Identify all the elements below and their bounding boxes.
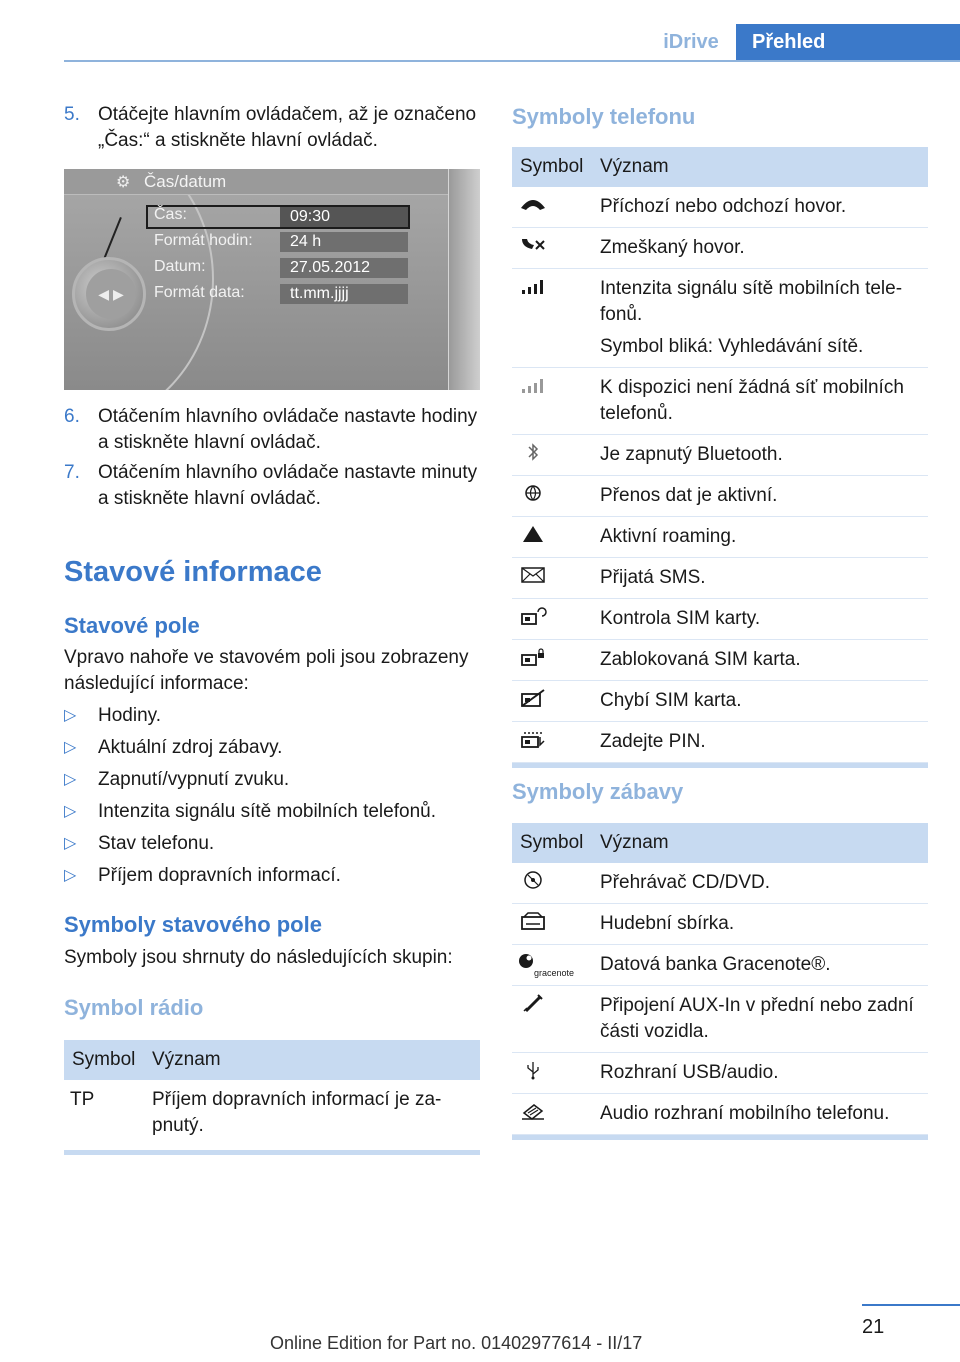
roaming-icon: [518, 524, 548, 548]
footer-rule: [862, 1304, 960, 1306]
enter-pin-icon: [518, 729, 548, 753]
screen-row-value: tt.mm.jjjj: [280, 284, 408, 304]
music-collection-icon: [518, 911, 548, 935]
table-row: [512, 945, 928, 986]
col-header-symbol: Symbol: [520, 832, 584, 853]
meaning-text: Rozhraní USB/audio.: [600, 1062, 779, 1083]
paragraph: Symboly jsou shrnuty do následujících skupin:: [64, 947, 453, 968]
sim-check-icon: [518, 606, 548, 630]
screen-row-value: 24 h: [280, 232, 408, 252]
table-header: [512, 823, 928, 863]
triangle-bullet-icon: ▷: [64, 707, 77, 724]
table-row: [512, 269, 928, 368]
table-row: [512, 558, 928, 599]
list-item: [64, 767, 289, 793]
table-row: [512, 368, 928, 435]
step-text: Otáčením hlavního ovládače nastavte minuty a stiskněte hlavní ovládač.: [98, 462, 478, 509]
table-row: [512, 722, 928, 763]
table-row: [512, 640, 928, 681]
step-text: Otáčením hlavního ovládače nastavte hodiny a stiskněte hlavní ovládač.: [98, 406, 478, 453]
signal-strength-icon: [518, 276, 548, 300]
step-number: 7.: [64, 462, 80, 483]
screen-edge: [448, 169, 480, 390]
screen-row-label: Čas:: [154, 206, 187, 223]
step-text: Otáčejte hlavním ovládačem, až je označeno „Čas:“ a stiskněte hlavní ovládač.: [98, 104, 477, 151]
meaning-text: Příchozí nebo odchozí hovor.: [600, 196, 847, 217]
meaning-note: Symbol bliká: Vyhledávání sítě.: [600, 336, 864, 357]
step-5: [64, 102, 480, 154]
meaning-text: Audio rozhraní mobilního telefonu.: [600, 1103, 890, 1124]
table-row: [512, 476, 928, 517]
table-row: [512, 517, 928, 558]
table-row: [512, 435, 928, 476]
table-end-rule: [512, 763, 928, 768]
table-heading: Symboly zábavy: [512, 779, 684, 804]
cd-dvd-icon: [518, 870, 548, 894]
meaning-text: Zablokovaná SIM karta.: [600, 649, 801, 670]
table-row: [512, 228, 928, 269]
list-item: [64, 703, 161, 729]
table-heading: Symboly telefonu: [512, 104, 696, 129]
table-header: [64, 1040, 480, 1080]
table-row: [512, 1053, 928, 1094]
screen-row-label: Formát hodin:: [154, 232, 253, 249]
col-header-meaning: Význam: [152, 1049, 221, 1070]
footer-edition: Online Edition for Part no. 01402977614 - II/17: [270, 1333, 643, 1353]
step-7: [64, 460, 480, 512]
usb-icon: [518, 1060, 548, 1084]
meaning-text: Datová banka Gracenote®.: [600, 954, 831, 975]
page-number: 21: [862, 1316, 885, 1338]
table-row: [512, 187, 928, 228]
list-item: [64, 735, 282, 761]
phone-handset-icon: [518, 194, 548, 218]
meaning-text: K dispozici není žádná síť mobilních telefonů.: [600, 377, 904, 424]
missed-call-icon: [518, 235, 548, 259]
list-item-text: Příjem dopravních informací.: [98, 865, 341, 886]
list-item: [64, 799, 436, 825]
subsection-heading: Symboly stavového pole: [64, 912, 322, 937]
phone-audio-icon: [518, 1101, 548, 1125]
entertainment-table: [512, 823, 928, 1140]
symbol-text: TP: [70, 1089, 95, 1110]
table-row: [512, 904, 928, 945]
radio-table: [64, 1040, 480, 1155]
table-heading: Symbol rádio: [64, 995, 204, 1020]
step-6: [64, 404, 480, 456]
meaning-text: Přijatá SMS.: [600, 567, 706, 588]
triangle-bullet-icon: ▷: [64, 803, 77, 820]
subsection-heading: Stavové pole: [64, 613, 200, 638]
section-heading: Stavové informace: [64, 556, 322, 588]
triangle-bullet-icon: ▷: [64, 771, 77, 788]
screen-row-label: Datum:: [154, 258, 206, 275]
table-header: [512, 147, 928, 187]
screen-row-value: 09:30: [280, 207, 408, 227]
table-row: [512, 986, 928, 1053]
triangle-bullet-icon: ▷: [64, 867, 77, 884]
table-row: [64, 1080, 480, 1146]
col-header-symbol: Symbol: [520, 156, 584, 177]
screen-title: Čas/datum: [144, 172, 227, 191]
list-item-text: Zapnutí/vypnutí zvuku.: [98, 769, 290, 790]
meaning-text: Intenzita signálu sítě mobilních telefonů.: [600, 278, 903, 325]
table-end-rule: [512, 1135, 928, 1140]
triangle-bullet-icon: ▷: [64, 835, 77, 852]
idrive-screen-image: [64, 169, 480, 390]
meaning-text: Chybí SIM karta.: [600, 690, 742, 711]
paragraph: Vpravo nahoře ve stavovém poli jsou zobrazeny následující informace:: [64, 647, 469, 694]
table-row: [512, 681, 928, 722]
screen-row-label: Formát data:: [154, 284, 245, 301]
sim-locked-icon: [518, 647, 548, 671]
no-network-icon: [518, 375, 548, 399]
meaning-text: Aktivní roaming.: [600, 526, 737, 547]
meaning-text: Připojení AUX-In v přední nebo zadní části vozidla.: [600, 995, 914, 1042]
bluetooth-icon: [518, 442, 548, 466]
step-number: 6.: [64, 406, 80, 427]
list-item-text: Aktuální zdroj zábavy.: [98, 737, 283, 758]
gear-icon: ⚙: [116, 174, 131, 191]
aux-in-icon: [518, 993, 548, 1017]
col-header-symbol: Symbol: [72, 1049, 136, 1070]
table-end-rule: [64, 1150, 480, 1155]
header-section-label: iDrive: [663, 31, 719, 53]
meaning-text: Příjem dopravních informací je zapnutý.: [152, 1089, 442, 1136]
list-item: [64, 863, 341, 889]
table-row: [512, 1094, 928, 1135]
gracenote-logo-text: gracenote: [534, 968, 575, 978]
meaning-text: Hudební sbírka.: [600, 913, 735, 934]
meaning-text: Kontrola SIM karty.: [600, 608, 761, 629]
header-tab[interactable]: Přehled: [736, 24, 960, 61]
sms-envelope-icon: [518, 565, 548, 589]
phone-table: [512, 147, 928, 768]
list-item-text: Intenzita signálu sítě mobilních telefonů.: [98, 801, 436, 822]
step-number: 5.: [64, 104, 80, 125]
header-rule: [64, 60, 960, 62]
table-row: [512, 599, 928, 640]
list-item-text: Hodiny.: [98, 705, 162, 726]
list-item-text: Stav telefonu.: [98, 833, 215, 854]
sim-missing-icon: [518, 688, 548, 712]
table-row: [512, 863, 928, 904]
col-header-meaning: Význam: [600, 832, 669, 853]
meaning-text: Přehrávač CD/DVD.: [600, 872, 770, 893]
data-transfer-icon: [518, 483, 548, 507]
meaning-text: Je zapnutý Bluetooth.: [600, 444, 783, 465]
controller-arrows-icon: ◀ ▶: [86, 269, 136, 319]
meaning-text: Zadejte PIN.: [600, 731, 706, 752]
meaning-text: Přenos dat je aktivní.: [600, 485, 778, 506]
col-header-meaning: Význam: [600, 156, 669, 177]
screen-row-value: 27.05.2012: [280, 258, 408, 278]
gracenote-icon: [518, 952, 588, 976]
meaning-text: Zmeškaný hovor.: [600, 237, 745, 258]
list-item: [64, 831, 214, 857]
triangle-bullet-icon: ▷: [64, 739, 77, 756]
